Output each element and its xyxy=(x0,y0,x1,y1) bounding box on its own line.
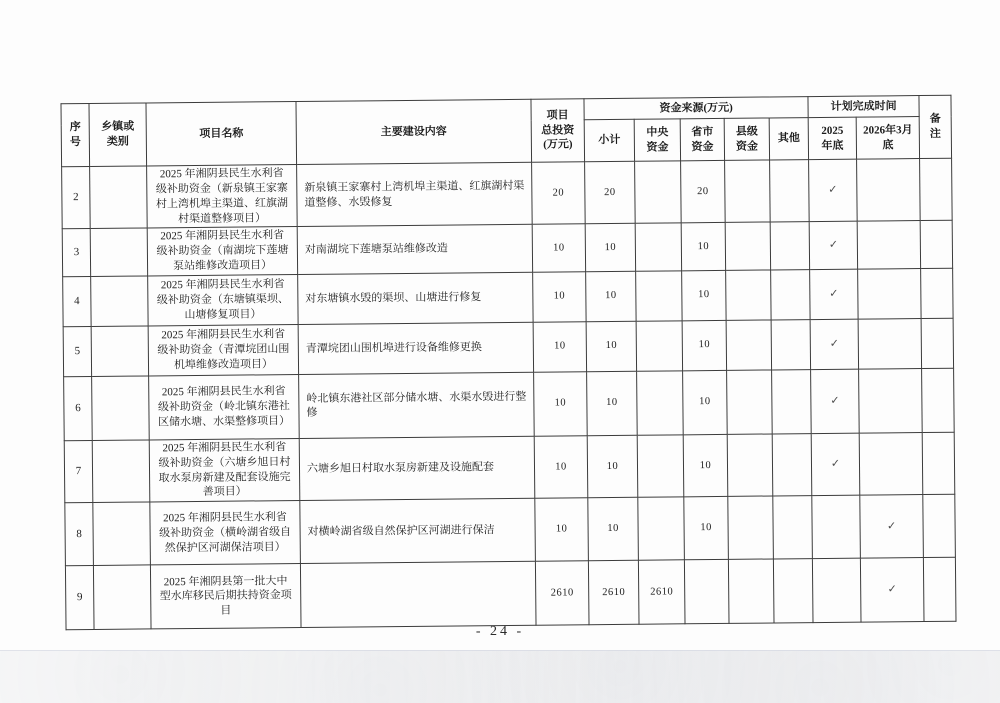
cell-total-investment: 10 xyxy=(534,436,588,499)
cell-march-2026-checkmark xyxy=(858,268,921,319)
cell-total-investment: 10 xyxy=(533,272,586,323)
cell-other-funds xyxy=(772,433,812,496)
cell-provincial-funds: 10 xyxy=(681,223,725,271)
cell-total-investment: 10 xyxy=(535,498,589,562)
table-header xyxy=(61,95,952,167)
cell-end-2025-checkmark: ✓ xyxy=(810,319,858,369)
cell-township xyxy=(92,376,150,441)
cell-end-2025-checkmark xyxy=(812,558,861,622)
header-plan-time-group: 计划完成时间 xyxy=(808,96,919,118)
cell-subtotal: 2610 xyxy=(588,561,639,625)
header-township: 乡镇或 类别 xyxy=(89,103,147,167)
cell-end-2025-checkmark: ✓ xyxy=(810,269,858,319)
cell-central-funds xyxy=(635,223,681,271)
cell-remarks xyxy=(921,268,953,318)
table-body xyxy=(62,158,956,630)
header-remarks: 备 注 xyxy=(919,95,952,158)
cell-township xyxy=(90,228,147,276)
cell-township xyxy=(93,502,151,566)
header-serial: 序号 xyxy=(61,104,90,167)
cell-other-funds xyxy=(771,320,810,370)
cell-end-2025-checkmark: ✓ xyxy=(809,222,857,270)
cell-project-name: 2025 年湘阴县第一批大中型水库移民后期扶持资金项目 xyxy=(150,564,301,629)
cell-other-funds xyxy=(773,559,813,623)
cell-serial: 7 xyxy=(64,440,93,503)
cell-project-name: 2025 年湘阴县民生水利省级补助资金（岭北镇东港社区储水塘、水渠整修项目） xyxy=(149,374,300,439)
cell-project-name: 2025 年湘阴县民生水利省级补助资金（南湖垸下莲塘泵站维修改造项目） xyxy=(147,227,297,276)
cell-provincial-funds: 20 xyxy=(681,160,726,223)
cell-central-funds xyxy=(637,371,684,435)
header-central-funds: 中央 资金 xyxy=(634,119,680,161)
cell-project-name: 2025 年湘阴县民生水利省级补助资金（六塘乡旭日村取水泵房新建及配套设施完善项目） xyxy=(149,438,300,502)
cell-central-funds xyxy=(635,161,682,224)
header-construction-content: 主要建设内容 xyxy=(296,99,532,164)
cell-march-2026-checkmark: ✓ xyxy=(860,558,924,623)
cell-march-2026-checkmark xyxy=(857,159,921,222)
header-total-investment: 项目 总投资 (万元) xyxy=(531,99,585,163)
cell-construction-content: 青潭垸团山围机埠进行设备维修更换 xyxy=(298,322,533,374)
table-row xyxy=(62,158,953,229)
cell-total-investment: 10 xyxy=(534,372,588,437)
cell-township xyxy=(91,326,148,377)
cell-subtotal: 10 xyxy=(587,371,638,435)
cell-total-investment: 2610 xyxy=(535,561,589,626)
cell-other-funds xyxy=(770,222,809,270)
cell-central-funds xyxy=(637,435,684,498)
cell-total-investment: 10 xyxy=(533,322,586,373)
cell-serial: 3 xyxy=(62,229,90,277)
cell-township xyxy=(93,565,151,630)
cell-march-2026-checkmark xyxy=(859,368,923,433)
header-funding-source-group: 资金来源(万元) xyxy=(584,97,808,120)
cell-county-funds xyxy=(728,559,774,623)
cell-march-2026-checkmark xyxy=(858,318,921,369)
header-project-name: 项目名称 xyxy=(146,102,297,166)
cell-construction-content: 六塘乡旭日村取水泵房新建及设施配套 xyxy=(299,436,535,501)
scan-artifact-band xyxy=(0,650,1000,703)
cell-central-funds xyxy=(638,497,685,560)
cell-remarks xyxy=(923,494,956,557)
header-end-2025: 2025 年底 xyxy=(808,117,856,159)
cell-county-funds xyxy=(728,496,774,559)
cell-township xyxy=(91,276,148,327)
cell-provincial-funds: 10 xyxy=(683,370,728,434)
cell-remarks xyxy=(922,432,955,495)
cell-march-2026-checkmark xyxy=(859,432,923,495)
cell-central-funds xyxy=(636,321,682,371)
cell-remarks xyxy=(920,158,953,221)
cell-construction-content: 岭北镇东港社区部分储水塘、水渠水毁进行整修 xyxy=(299,372,535,438)
cell-township xyxy=(92,440,150,503)
cell-serial: 2 xyxy=(62,167,91,230)
cell-subtotal: 20 xyxy=(585,161,636,224)
cell-other-funds xyxy=(771,270,810,320)
cell-construction-content xyxy=(300,562,536,628)
cell-project-name: 2025 年湘阴县民生水利省级补助资金（横岭湖省级自然保护区河湖保洁项目） xyxy=(150,501,301,565)
cell-total-investment: 20 xyxy=(532,162,586,225)
cell-other-funds xyxy=(772,370,812,434)
table-row xyxy=(65,557,956,630)
table-row xyxy=(65,494,956,566)
cell-construction-content: 对东塘镇水毁的渠坝、山塘进行修复 xyxy=(298,272,533,324)
table-row xyxy=(63,268,953,327)
cell-other-funds xyxy=(770,160,810,223)
table-row xyxy=(62,221,952,277)
cell-remarks xyxy=(923,557,956,621)
cell-county-funds xyxy=(726,270,771,320)
cell-subtotal: 10 xyxy=(587,435,638,498)
cell-subtotal: 10 xyxy=(586,321,636,371)
cell-remarks xyxy=(921,318,953,368)
projects-table-container xyxy=(60,95,955,631)
cell-county-funds xyxy=(725,160,771,223)
cell-provincial-funds: 10 xyxy=(682,320,726,370)
cell-serial: 8 xyxy=(65,503,94,566)
cell-subtotal: 10 xyxy=(588,498,639,561)
cell-provincial-funds: 10 xyxy=(683,434,728,497)
header-march-2026: 2026年3月 底 xyxy=(856,117,919,160)
cell-end-2025-checkmark xyxy=(812,495,861,558)
cell-central-funds xyxy=(636,271,682,321)
cell-project-name: 2025 年湘阴县民生水利省级补助资金（东塘镇渠坝、山塘修复项目） xyxy=(148,274,298,325)
cell-end-2025-checkmark: ✓ xyxy=(811,433,860,496)
cell-remarks xyxy=(922,368,955,432)
cell-other-funds xyxy=(773,496,813,559)
cell-project-name: 2025 年湘阴县民生水利省级补助资金（新泉镇王家寨村上湾机埠主渠道、红旗湖村渠道整修项目） xyxy=(147,165,298,229)
cell-provincial-funds xyxy=(684,560,729,624)
cell-provincial-funds: 10 xyxy=(682,270,726,320)
cell-project-name: 2025 年湘阴县民生水利省级补助资金（青潭垸团山围机埠维修改造项目） xyxy=(148,324,298,375)
cell-serial: 6 xyxy=(64,376,93,440)
table-row xyxy=(63,318,953,377)
cell-total-investment: 10 xyxy=(532,224,585,272)
cell-construction-content: 对南湖垸下莲塘泵站维修改造 xyxy=(297,225,532,275)
cell-construction-content: 对横岭湖省级自然保护区河湖进行保洁 xyxy=(300,499,536,564)
projects-funding-table xyxy=(60,95,956,631)
cell-township xyxy=(90,166,148,229)
header-county-funds: 县级 资金 xyxy=(724,118,769,160)
header-subtotal: 小计 xyxy=(584,119,634,161)
cell-county-funds xyxy=(726,320,771,370)
cell-serial: 5 xyxy=(63,326,91,376)
cell-provincial-funds: 10 xyxy=(684,497,729,560)
cell-serial: 9 xyxy=(65,566,94,630)
cell-county-funds xyxy=(727,370,773,434)
cell-subtotal: 10 xyxy=(586,271,636,321)
table-row xyxy=(64,432,955,503)
cell-march-2026-checkmark: ✓ xyxy=(860,495,924,559)
cell-construction-content: 新泉镇王家寨村上湾机埠主渠道、红旗湖村渠道整修、水毁修复 xyxy=(297,162,533,227)
page-number: - 24 - xyxy=(475,624,525,639)
header-other-funds: 其他 xyxy=(769,118,808,160)
cell-subtotal: 10 xyxy=(585,224,635,272)
cell-serial: 4 xyxy=(63,276,91,326)
cell-county-funds xyxy=(727,434,773,497)
cell-march-2026-checkmark xyxy=(857,221,920,269)
cell-remarks xyxy=(920,221,952,269)
header-provincial-funds: 省市 资金 xyxy=(680,118,724,160)
cell-end-2025-checkmark: ✓ xyxy=(811,369,860,433)
table-row xyxy=(64,368,955,441)
cell-central-funds: 2610 xyxy=(638,560,685,624)
cell-county-funds xyxy=(725,222,770,270)
cell-end-2025-checkmark: ✓ xyxy=(809,159,858,222)
